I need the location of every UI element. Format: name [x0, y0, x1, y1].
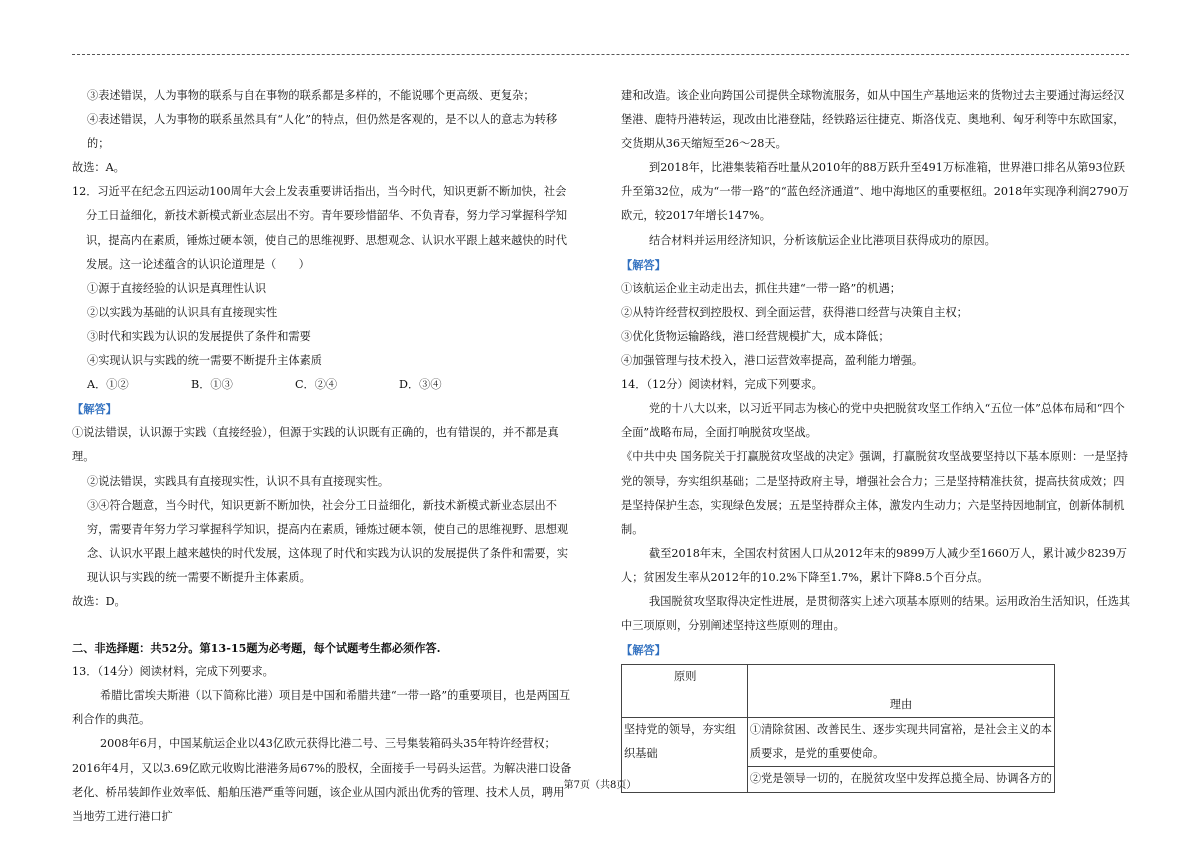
question-14-stem: 14．（12分）阅读材料，完成下列要求。 [621, 378, 823, 392]
answer-label: 【解答】 [621, 643, 666, 658]
section-heading: 二、非选择题：共52分。第13-15题为必考题，每个试题考生都必须作答. [72, 641, 441, 656]
q14-paragraph: 党的十八大以来，以习近平同志为核心的党中央把脱贫攻坚工作纳入“五位一体”总体布局和“四个全面”战略布局，全面打响脱贫攻坚战。 [621, 402, 1125, 440]
table-header-principle: 原则 [622, 665, 748, 718]
header-rule [72, 54, 1129, 55]
answer-line: ④加强管理与技术投入，港口运营效率提高，盈利能力增强。 [621, 354, 924, 368]
q14-paragraph: 《中共中央 国务院关于打赢脱贫攻坚战的决定》强调，打赢脱贫攻坚战要坚持以下基本原则：一是坚持党的领导，夯实组织基础；二是坚持政府主导，增强社会合力；三是坚持精准扶贫，提高扶贫成效；四是坚持保护生态，实现绿色发展；五是坚持群众主体，激发内生动力；六是坚持因地制宜，创新体制机制。 [621, 450, 1128, 536]
table-header-row [622, 665, 1055, 718]
q12-item: ②以实践为基础的认识具有直接现实性 [87, 305, 278, 319]
q14-question: 我国脱贫攻坚取得决定性进展，是贯彻落实上述六项基本原则的结果。运用政治生活知识，任选其中三项原则，分别阐述坚持这些原则的理由。 [621, 594, 1131, 633]
question-13-stem: 13．（14分）阅读材料，完成下列要求。 [72, 665, 274, 679]
q13-question: 结合材料并运用经济知识，分析该航运企业比港项目获得成功的原因。 [649, 233, 996, 247]
q13-paragraph: 2008年6月，中国某航运企业以43亿欧元获得比港二号、三号集装箱码头35年特许经营权；2016年4月，又以3.69亿欧元收购比港港务局67%的股权，全面接手一号码头运营。为解决港口设备老化、桥吊装卸作业效率低、船舶压港严重等问题，该企业从国内派出优秀的管理、技术人员，聘用当地劳工进行港口扩 [72, 737, 572, 823]
q14-paragraph: 截至2018年末，全国农村贫困人口从2012年末的9899万人减少至1660万人，累计减少8239万人；贫困发生率从2012年的10.2%下降至1.7%，累计下降8.5个百分点。 [621, 546, 1127, 584]
q12-options [72, 373, 572, 397]
q12-item: ③时代和实践为认识的发展提供了条件和需要 [87, 329, 311, 343]
option-a: A．①② [87, 378, 129, 392]
answer-line: ①说法错误，认识源于实践（直接经验），但源于实践的认识既有正确的，也有错误的，并不都是真理。 [72, 426, 559, 464]
answer-line: ①该航运企业主动走出去，抓住共建“一带一路”的机遇； [621, 281, 901, 295]
principle-cell: 坚持党的领导，夯实组织基础 [622, 718, 748, 792]
q12-item: ④实现认识与实践的统一需要不断提升主体素质 [87, 354, 322, 368]
answer-line: ③④符合题意，当今时代，知识更新不断加快，社会分工日益细化，新技术新模式新业态层出不穷，需要青年努力学习掌握科学知识，提高内在素质，锤炼过硬本领，使自己的思维视野、思想观念、认识水平跟上越来越快的时代发展，这体现了时代和实践为认识的发展提供了条件和需要，实现认识与实践的统一需要不断提升主体素质。 [87, 498, 569, 584]
choice-line: 故选：D。 [72, 594, 126, 608]
answer-line: ③优化货物运输路线，港口经营规模扩大，成本降低； [621, 329, 890, 343]
question-12-stem: 12．习近平在纪念五四运动100周年大会上发表重要讲话指出，当今时代，知识更新不断加快，社会分工日益细化，新技术新模式新业态层出不穷。青年要珍惜韶华、不负青春，努力学习掌握科学知识，提高内在素质，锤炼过硬本领，使自己的思维视野、思想观念、认识水平跟上越来越快的时代发展。这一论述蕴含的认识论道理是（ ） [72, 185, 568, 271]
answer-table [621, 664, 1055, 792]
q12-item: ①源于直接经验的认识是真理性认识 [87, 281, 267, 295]
right-column [621, 84, 1133, 793]
answer-label: 【解答】 [72, 402, 117, 417]
page-footer: 第7页（共8页） [563, 780, 637, 791]
answer-line: ②说法错误，实践具有直接现实性，认识不具有直接现实性。 [87, 474, 390, 488]
table-header-reason: 理由 [747, 665, 1054, 718]
answer-label: 【解答】 [621, 257, 666, 272]
option-b: B．①③ [191, 378, 233, 392]
q13-paragraph: 希腊比雷埃夫斯港（以下简称比港）项目是中国和希腊共建“一带一路”的重要项目，也是两国互利合作的典范。 [72, 689, 571, 727]
left-column [72, 84, 572, 829]
q13-paragraph: 到2018年，比港集装箱吞吐量从2010年的88万跃升至491万标准箱，世界港口排名从第93位跃升至第32位，成为“一带一路”的“蓝色经济通道”、地中海地区的重要枢纽。2018年实现净利润2790万欧元，较2017年增长147%。 [621, 161, 1129, 223]
option-d: D．③④ [399, 378, 442, 392]
text-line: ④表述错误，人为事物的联系虽然具有“人化”的特点，但仍然是客观的，是不以人的意志为转移的； [87, 113, 558, 151]
answer-line: ②从特许经营权到控股权、到全面运营，获得港口经营与决策自主权； [621, 305, 968, 319]
q13-paragraph: 建和改造。该企业向跨国公司提供全球物流服务，如从中国生产基地运来的货物过去主要通过海运经汉堡港、鹿特丹港转运，现改由比港登陆，经铁路运往捷克、斯洛伐克、奥地利、匈牙利等中东欧国家，交货期从36天缩短至26～28天。 [621, 89, 1125, 151]
reason-line: ②党是领导一切的，在脱贫攻坚中发挥总揽全局、协调各方的 [749, 772, 1052, 786]
choice-line: 故选：A。 [72, 161, 125, 175]
reason-line: ①清除贫困、改善民生、逐步实现共同富裕，是社会主义的本质要求，是党的重要使命。 [748, 718, 1054, 767]
option-c: C．②④ [295, 378, 338, 392]
text-line: ③表述错误，人为事物的联系与自在事物的联系都是多样的，不能说哪个更高级、更复杂； [87, 89, 535, 102]
